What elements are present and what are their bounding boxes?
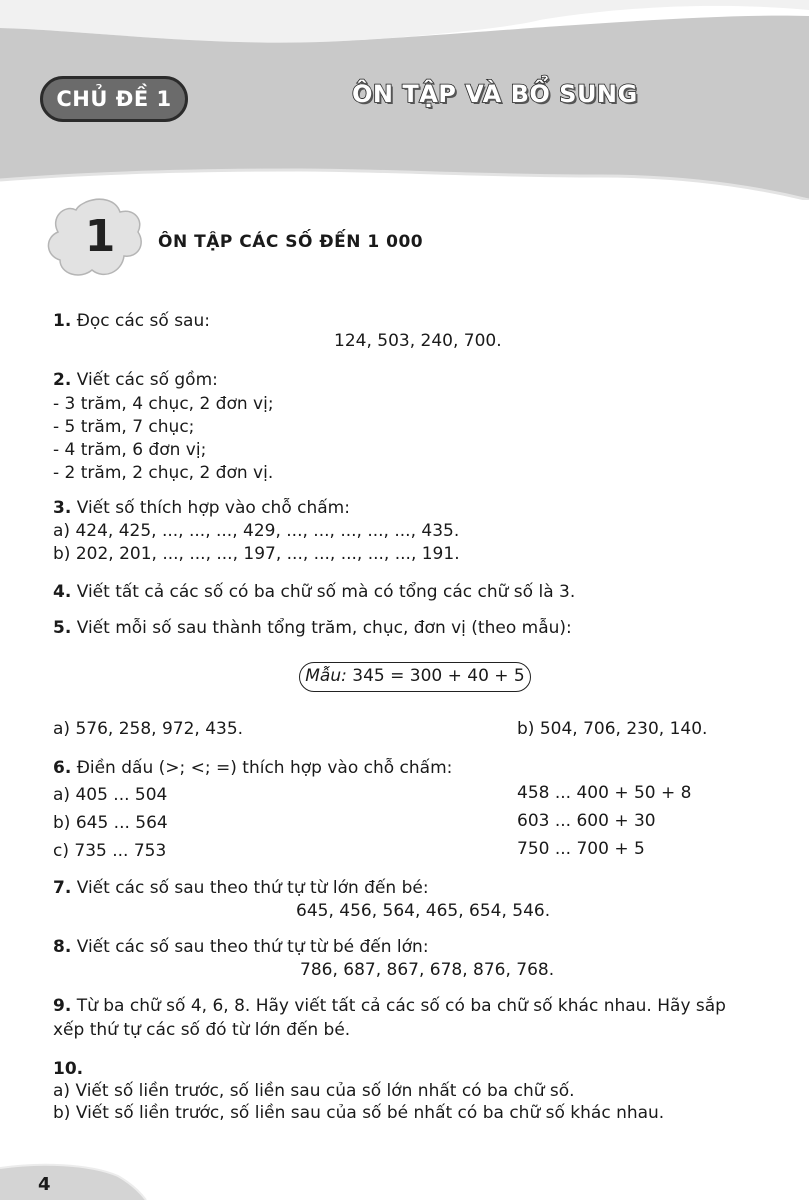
- exercise-6-text: Điền dấu (>; <; =) thích hợp vào chỗ chấm:: [71, 758, 453, 778]
- exercise-9-text: Từ ba chữ số 4, 6, 8. Hãy viết tất cả các số có ba chữ số khác nhau. Hãy sắp: [71, 996, 726, 1016]
- exercise-3-b: b) 202, 201, ..., ..., ..., 197, ..., ..., ..., ..., ..., 191.: [53, 544, 460, 564]
- exercise-3-text: Viết số thích hợp vào chỗ chấm:: [71, 498, 350, 518]
- exercise-6-left: a) 405 ... 504: [53, 785, 168, 805]
- exercise-7-number: 7.: [53, 878, 72, 898]
- exercise-6-right: 750 ... 700 + 5: [517, 839, 645, 859]
- chapter-badge: [40, 76, 188, 122]
- exercise-5-number: 5.: [53, 618, 72, 638]
- exercise-6-right: 458 ... 400 + 50 + 8: [517, 783, 692, 803]
- chapter-title: ÔN TẬP VÀ BỔ SUNG: [352, 80, 638, 108]
- exercise-6-left: c) 735 ... 753: [53, 841, 167, 861]
- exercise-8-text: Viết các số sau theo thứ tự từ bé đến lớn:: [71, 937, 429, 957]
- exercise-5-a: a) 576, 258, 972, 435.: [53, 719, 244, 739]
- exercise-7-numbers: 645, 456, 564, 465, 654, 546.: [296, 901, 551, 921]
- exercise-1-numbers: 124, 503, 240, 700.: [334, 331, 502, 351]
- exercise-6-number: 6.: [53, 758, 72, 778]
- lesson-number: 1: [84, 211, 116, 262]
- exercise-2-item: - 4 trăm, 6 đơn vị;: [53, 440, 207, 460]
- exercise-9-number: 9.: [53, 996, 72, 1016]
- exercise-2-number: 2.: [53, 370, 72, 390]
- sample-box: [299, 662, 531, 692]
- exercise-4-prompt: [53, 579, 575, 605]
- exercise-6-left: b) 645 ... 564: [53, 813, 168, 833]
- exercise-8-number: 8.: [53, 937, 72, 957]
- page-number: 4: [38, 1174, 51, 1195]
- exercise-10-b: b) Viết số liền trước, số liền sau của số bé nhất có ba chữ số khác nhau.: [53, 1103, 665, 1123]
- exercise-9-line-2: xếp thứ tự các số đó từ lớn đến bé.: [53, 1020, 351, 1040]
- exercise-7-text: Viết các số sau theo thứ tự từ lớn đến bé:: [71, 878, 429, 898]
- exercise-4-text: Viết tất cả các số có ba chữ số mà có tổng các chữ số là 3.: [71, 582, 576, 602]
- exercise-6-prompt: [53, 755, 452, 781]
- exercise-4-number: 4.: [53, 582, 72, 602]
- exercise-10-number: 10.: [53, 1059, 84, 1079]
- exercise-2-item: - 3 trăm, 4 chục, 2 đơn vị;: [53, 394, 274, 414]
- exercise-3-a: a) 424, 425, ..., ..., ..., 429, ..., ..., ..., ..., ..., 435.: [53, 521, 460, 541]
- exercise-1-number: 1.: [53, 311, 72, 331]
- exercise-10-a: a) Viết số liền trước, số liền sau của số lớn nhất có ba chữ số.: [53, 1081, 575, 1101]
- exercise-2-prompt: [53, 367, 218, 393]
- exercise-6-right: 603 ... 600 + 30: [517, 811, 656, 831]
- exercise-5-b: b) 504, 706, 230, 140.: [517, 719, 708, 739]
- exercise-1-text: Đọc các số sau:: [71, 311, 210, 331]
- exercise-1-prompt: [53, 308, 210, 334]
- sample-expression: 345 = 300 + 40 + 5: [346, 666, 525, 686]
- chapter-label: CHỦ ĐỀ 1: [56, 87, 172, 111]
- exercise-2-text: Viết các số gồm:: [71, 370, 218, 390]
- page-tab: [0, 1160, 150, 1200]
- exercise-8-numbers: 786, 687, 867, 678, 876, 768.: [300, 960, 555, 980]
- sample-label: Mẫu:: [305, 666, 347, 686]
- exercise-2-item: - 2 trăm, 2 chục, 2 đơn vị.: [53, 463, 274, 483]
- exercise-3-number: 3.: [53, 498, 72, 518]
- exercise-5-prompt: [53, 615, 572, 641]
- lesson-title: ÔN TẬP CÁC SỐ ĐẾN 1 000: [158, 232, 424, 252]
- exercise-2-item: - 5 trăm, 7 chục;: [53, 417, 195, 437]
- exercise-5-text: Viết mỗi số sau thành tổng trăm, chục, đơn vị (theo mẫu):: [71, 618, 572, 638]
- exercise-9-line-1: [53, 993, 726, 1019]
